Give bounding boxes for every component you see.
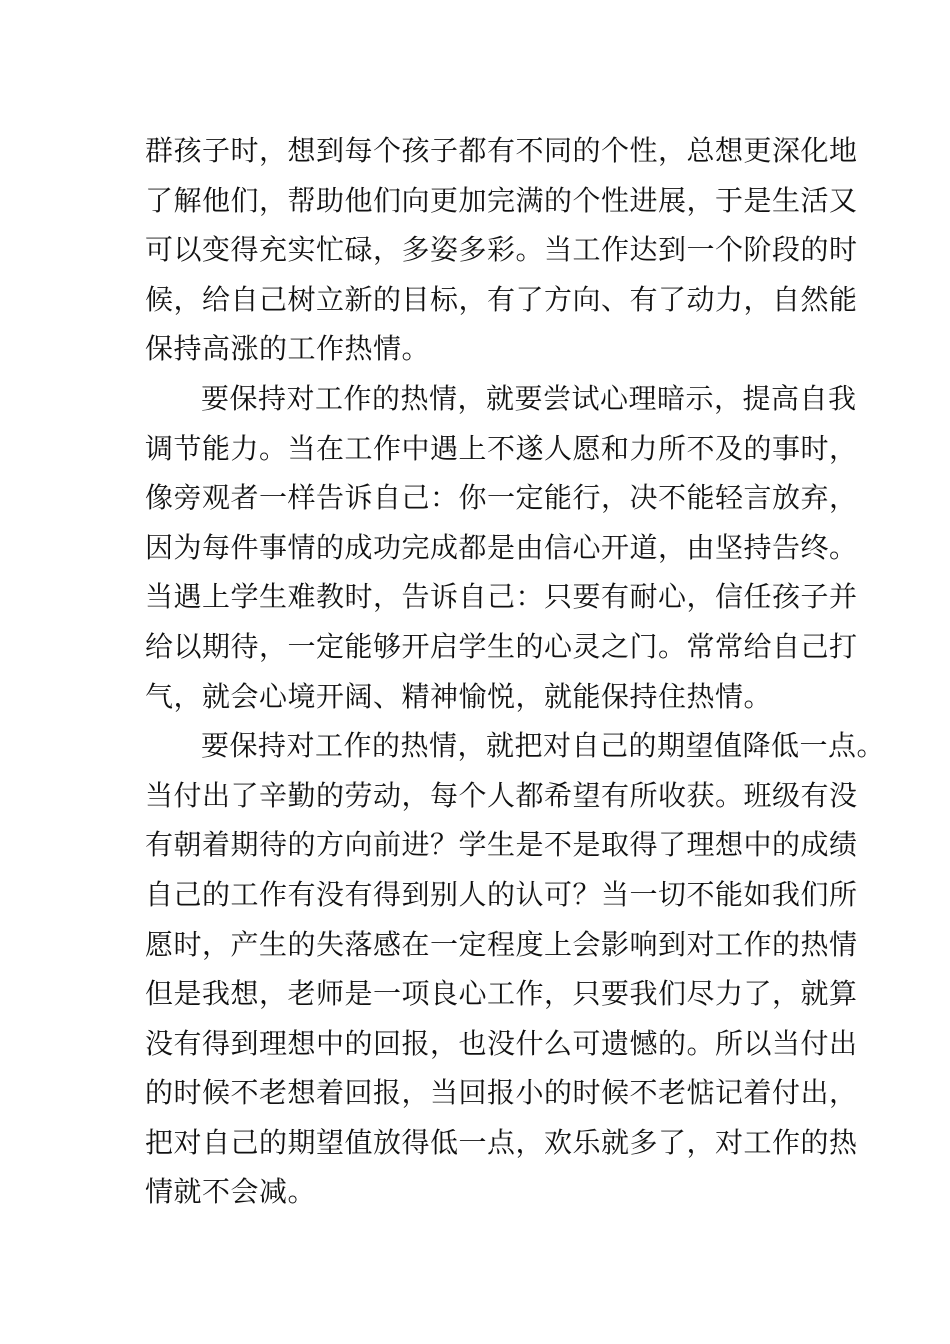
text-line: 自己的工作有没有得到别人的认可？当一切不能如我们所 [145,877,858,911]
text-line: 把对自己的期望值放得低一点，欢乐就多了，对工作的热 [145,1125,858,1159]
text-line: 调节能力。当在工作中遇上不遂人愿和力所不及的事时， [145,431,858,465]
text-line: 气，就会心境开阔、精神愉悦，就能保持住热情。 [145,679,773,713]
text-line: 当付出了辛勤的劳动，每个人都希望有所收获。班级有没 [145,778,858,812]
text-line: 可以变得充实忙碌，多姿多彩。当工作达到一个阶段的时 [145,233,858,267]
text-line: 了解他们，帮助他们向更加完满的个性进展，于是生活又 [145,183,858,217]
text-line: 保持高涨的工作热情。 [145,332,431,366]
text-line: 但是我想，老师是一项良心工作，只要我们尽力了，就算 [145,977,858,1011]
text-line: 的时候不老想着回报，当回报小的时候不老惦记着付出， [145,1076,858,1110]
text-line: 群孩子时，想到每个孩子都有不同的个性，总想更深化地 [145,134,858,167]
text-line: 候，给自己树立新的目标，有了方向、有了动力，自然能 [145,282,858,316]
text-line: 给以期待，一定能够开启学生的心灵之门。常常给自己打 [145,629,858,663]
text-line: 因为每件事情的成功完成都是由信心开道，由坚持告终。 [145,530,858,564]
text-line: 情就不会减。 [145,1175,317,1209]
paragraph-first-line: 要保持对工作的热情，就把对自己的期望值降低一点。 [201,729,886,763]
text-line: 愿时，产生的失落感在一定程度上会影响到对工作的热情 [145,927,858,961]
text-line: 没有得到理想中的回报，也没什么可遗憾的。所以当付出 [145,1026,858,1060]
text-line: 像旁观者一样告诉自己：你一定能行，决不能轻言放弃， [145,481,858,515]
text-line: 有朝着期待的方向前进？学生是不是取得了理想中的成绩 [145,828,858,862]
body-text [145,126,886,1217]
text-line: 当遇上学生难教时，告诉自己：只要有耐心，信任孩子并 [145,580,858,614]
paragraph-first-line: 要保持对工作的热情，就要尝试心理暗示，提高自我 [201,381,857,415]
